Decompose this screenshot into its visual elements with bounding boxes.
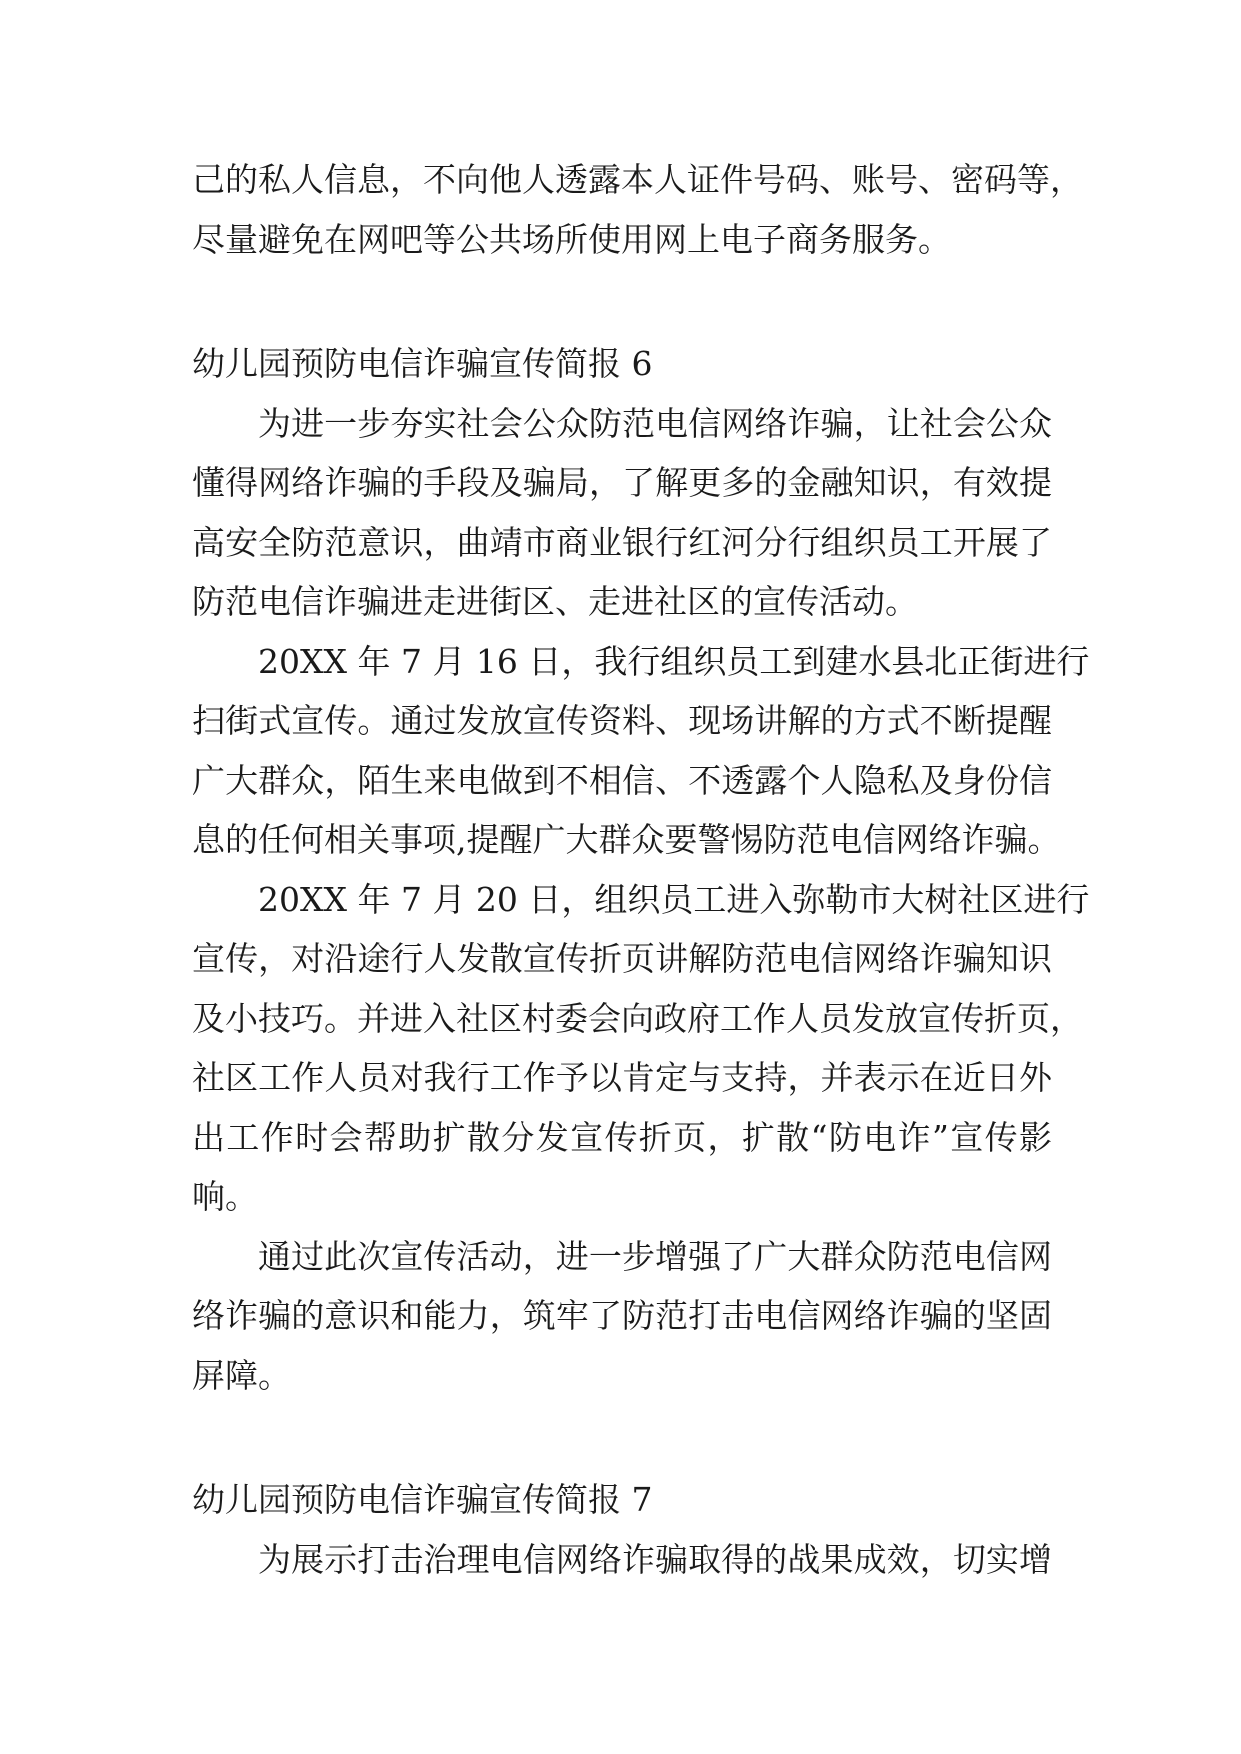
paragraph xyxy=(192,394,1052,632)
text-line: 宣传，对沿途行人发散宣传折页讲解防范电信网络诈骗知识 xyxy=(192,939,1052,978)
text-line: 出工作时会帮助扩散分发宣传折页，扩散“防电诈”宣传影 xyxy=(192,1117,1052,1157)
text-line: 己的私人信息，不向他人透露本人证件号码、账号、密码等， xyxy=(192,160,1083,199)
paragraph-continuation xyxy=(192,150,1083,269)
text-line: 高安全防范意识，曲靖市商业银行红河分行组织员工开展了 xyxy=(192,522,1052,562)
text-line: 社区工作人员对我行工作予以肯定与支持，并表示在近日外 xyxy=(192,1058,1052,1097)
text-line: 通过此次宣传活动，进一步增强了广大群众防范电信网 xyxy=(258,1236,1052,1276)
paragraph xyxy=(192,632,1090,870)
paragraph xyxy=(192,1530,1052,1590)
text-line: 20XX 年 7 月 20 日，组织员工进入弥勒市大树社区进行 xyxy=(258,879,1090,919)
text-line: 尽量避免在网吧等公共场所使用网上电子商务服务。 xyxy=(192,219,951,259)
section-heading-7: 幼儿园预防电信诈骗宣传简报 7 xyxy=(192,1480,653,1519)
text-line: 屏障。 xyxy=(192,1355,291,1395)
text-line: 扫街式宣传。通过发放宣传资料、现场讲解的方式不断提醒 xyxy=(192,701,1052,740)
text-line: 懂得网络诈骗的手段及骗局，了解更多的金融知识，有效提 xyxy=(192,463,1052,502)
text-line: 响。 xyxy=(192,1177,258,1216)
paragraph xyxy=(192,1227,1052,1406)
text-line: 及小技巧。并进入社区村委会向政府工作人员发放宣传折页， xyxy=(192,998,1083,1038)
paragraph xyxy=(192,870,1090,1227)
text-line: 为展示打击治理电信网络诈骗取得的战果成效，切实增 xyxy=(258,1539,1052,1579)
text-line: 络诈骗的意识和能力，筑牢了防范打击电信网络诈骗的坚固 xyxy=(192,1296,1052,1335)
text-line: 广大群众，陌生来电做到不相信、不透露个人隐私及身份信 xyxy=(192,760,1052,800)
text-line: 防范电信诈骗进走进街区、走进社区的宣传活动。 xyxy=(192,582,918,621)
text-line: 息的任何相关事项,提醒广大群众要警惕防范电信网络诈骗。 xyxy=(192,820,1061,859)
document-page xyxy=(192,150,1090,1589)
text-line: 为进一步夯实社会公众防范电信网络诈骗，让社会公众 xyxy=(258,403,1052,443)
text-line: 20XX 年 7 月 16 日，我行组织员工到建水县北正街进行 xyxy=(258,641,1090,681)
section-heading-6: 幼儿园预防电信诈骗宣传简报 6 xyxy=(192,344,653,383)
